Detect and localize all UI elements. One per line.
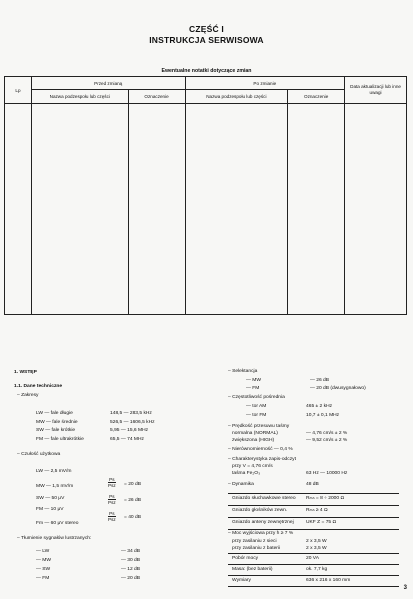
sens-fm: FM — 10 μV [36, 507, 64, 512]
after-mark-header: Oznaczenie [288, 90, 345, 104]
if-title: – Częstotliwość pośrednia [228, 395, 285, 400]
atten-fm-band: — FM [36, 576, 50, 581]
mass-label: Masa: (bez baterii) [232, 567, 273, 572]
table-cell [31, 104, 128, 315]
headphone-jack-value: Rₘₙ = 8 ÷ 2000 Ω [306, 496, 345, 501]
sens-mw-result: = 20 dB [124, 482, 141, 487]
atten-lw-band: — LW [36, 549, 50, 554]
tape-speed-high-value: — 9,52 cm/s ± 2 % [306, 438, 348, 443]
freq-response-speed: przy V = 4,76 cm/s [232, 464, 273, 469]
table-cell [185, 104, 288, 315]
part-title: CZĘŚĆ I [189, 24, 224, 34]
atten-sw-band: — SW [36, 567, 51, 572]
divider [228, 493, 399, 494]
divider [228, 505, 399, 506]
band-mw-name: MW — fale średnie [36, 420, 78, 425]
before-change-header: Przed zmianą [31, 77, 185, 90]
antenna-jack-label: Gniazdo anteny zewnętrznej [232, 520, 294, 525]
ratio-numerator: Ps [109, 511, 115, 516]
output-power-title: – Moc wyjściowa przy h ≥ 7 % [228, 531, 294, 536]
after-part-name-header: Nazwa podzespołu lub części [185, 90, 288, 104]
sens-sw: SW — 50 μV [36, 496, 65, 501]
sens-mw: MW — 1,5 mV/m [36, 484, 74, 489]
revision-table [4, 76, 407, 315]
table-cell [128, 104, 185, 315]
revision-table-caption: Ewentualne notatki dotyczące zmian [161, 68, 252, 74]
ratio-denominator: Psz [108, 483, 116, 488]
section-heading: 1. WSTĘP [14, 370, 37, 375]
freq-response-value: 63 Hz — 10000 Hz [306, 471, 348, 476]
speaker-jack-label: Gniazdo głośników zewn. [232, 508, 288, 513]
selectivity-mw-band: — MW [246, 378, 261, 383]
before-part-name-header: Nazwa podzespołu lub części [31, 90, 128, 104]
dimensions-value: 636 x 216 x 160 mm [306, 578, 351, 583]
sens-fm-result: = 40 dB [124, 515, 141, 520]
power-battery-value: 2 x 3,5 W [306, 546, 327, 551]
mass-value: ok. 7,7 kg [306, 567, 328, 572]
freq-response-tape: taśma Fe₂O₃ [232, 471, 261, 476]
selectivity-fm-band: — FM [246, 386, 260, 391]
band-fm-value: 65,5 — 74 MHz [110, 437, 144, 442]
band-mw-value: 526,5 — 1606,5 kHz [110, 420, 155, 425]
ratio-denominator: Psz [108, 517, 116, 522]
dynamics-value: 48 dB [306, 482, 319, 487]
sens-sw-result: = 26 dB [124, 498, 141, 503]
selectivity-title: – Selektancja [228, 369, 258, 374]
table-cell [345, 104, 407, 315]
freq-response-title: – Charakterystyka zapis-odczyt [228, 457, 296, 462]
after-change-header: Po zmianie [185, 77, 345, 90]
table-cell [5, 104, 32, 315]
table-cell [288, 104, 345, 315]
band-sw-value: 5,95 — 15,6 MHz [110, 428, 149, 433]
page-number: 3 [403, 585, 407, 591]
tape-speed-title: – Prędkość przesuwu taśmy [228, 424, 290, 429]
band-lw-name: LW — fale długie [36, 411, 73, 416]
sens-fm-stereo: Fm — 60 μV stereo [36, 521, 79, 526]
ratio-numerator: Ps [109, 477, 115, 482]
wow-flutter: – Nierównomierność — 0,4 % [228, 447, 293, 452]
atten-fm-value: — 20 dB [121, 576, 141, 581]
divider [228, 517, 399, 518]
sensitivity-title: – Czułość użytkowa [17, 452, 61, 457]
ratio-denominator: Psz [108, 500, 116, 505]
divider [228, 553, 399, 554]
power-consumption-label: Pobór mocy [232, 556, 259, 561]
band-lw-value: 148,5 — 283,5 kHz [110, 411, 152, 416]
band-fm-name: FM — fale ultrakrótkie [36, 437, 84, 442]
if-am-value: 465 ± 2 kHz [306, 404, 333, 409]
if-fm-value: 10,7 ± 0,1 MHz [306, 413, 340, 418]
atten-lw-value: — 34 dB [121, 549, 141, 554]
power-mains-label: przy zasilaniu z sieci [232, 539, 277, 544]
antenna-jack-value: UKF Z = 75 Ω [306, 520, 337, 525]
atten-mw-band: — MW [36, 558, 51, 563]
lp-header: Lp [5, 77, 32, 104]
power-battery-label: przy zasilaniu z baterii [232, 546, 281, 551]
speaker-jack-value: Rₘₙ ≥ 4 Ω [306, 508, 328, 513]
if-am-band: — tor AM [246, 404, 267, 409]
sens-fm-ratio [108, 511, 116, 522]
tape-speed-normal-value: — 4,76 cm/s ± 2 % [306, 431, 348, 436]
image-attenuation-title: – Tłumienie sygnałów lustrzanych: [17, 536, 92, 541]
sens-sw-ratio [108, 494, 116, 505]
sens-lw: LW — 2,5 mV/m [36, 469, 72, 474]
ranges-title: – Zakresy [17, 393, 39, 398]
divider [228, 564, 399, 565]
divider [228, 575, 399, 576]
power-consumption-value: 20 VA [306, 556, 319, 561]
tape-speed-high-label: zwiększona (HIGH) [232, 438, 275, 443]
power-mains-value: 2 x 3,5 W [306, 539, 327, 544]
dynamics-label: – Dynamika [228, 482, 254, 487]
before-mark-header: Oznaczenie [128, 90, 185, 104]
band-sw-name: SW — fale krótkie [36, 428, 76, 433]
if-fm-band: — tor FM [246, 413, 267, 418]
update-date-header: Data aktualizacji lub inne uwagi [345, 77, 407, 104]
headphone-jack-label: Gniazdo słuchawkowe stereo [232, 496, 296, 501]
sens-mw-ratio [108, 477, 116, 488]
divider [228, 529, 399, 530]
selectivity-mw-value: — 26 dB [310, 378, 330, 383]
selectivity-fm-value: — 20 dB (dwusygnałowo) [310, 386, 366, 391]
section-subheading: 1.1. Dane techniczne [14, 384, 63, 389]
part-subtitle: INSTRUKCJA SERWISOWA [149, 35, 264, 45]
ratio-numerator: Ps [109, 494, 115, 499]
atten-sw-value: — 12 dB [121, 567, 141, 572]
divider [228, 586, 399, 587]
dimensions-label: Wymiary [232, 578, 251, 583]
tape-speed-normal-label: normalna (NORMAL) [232, 431, 278, 436]
atten-mw-value: — 30 dB [121, 558, 141, 563]
